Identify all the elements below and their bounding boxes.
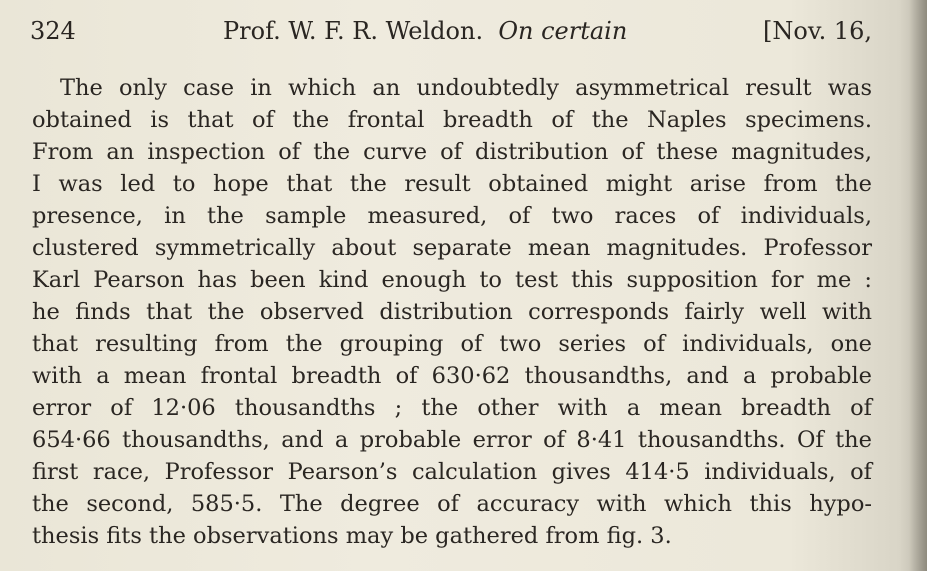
running-author: Prof. W. F. R. Weldon. bbox=[223, 17, 484, 45]
page-number: 324 bbox=[30, 17, 76, 45]
text-line: clustered symmetrically about separate mean magnitudes. Professor bbox=[32, 235, 872, 261]
text-line: thesis fits the observations may be gathered from fig. 3. bbox=[32, 523, 672, 549]
text-line: with a mean frontal breadth of 630·62 thousandths, and a probable bbox=[32, 363, 872, 389]
text-line: The only case in which an undoubtedly asymmetrical result was bbox=[60, 75, 872, 101]
running-title bbox=[223, 14, 627, 48]
body-paragraph bbox=[32, 72, 872, 552]
running-title-fragment: On certain bbox=[498, 17, 628, 45]
text-line: From an inspection of the curve of distribution of these magnitudes, bbox=[32, 139, 872, 165]
text-line: 654·66 thousandths, and a probable error of 8·41 thousandths. Of the bbox=[32, 427, 872, 453]
text-line: that resulting from the grouping of two series of individuals, one bbox=[32, 331, 872, 357]
text-line: the second, 585·5. The degree of accuracy with which this hypo- bbox=[32, 491, 872, 517]
text-line: Karl Pearson has been kind enough to test this supposition for me : bbox=[32, 267, 872, 293]
text-line: first race, Professor Pearson’s calculation gives 414·5 individuals, of bbox=[32, 459, 872, 485]
text-line: presence, in the sample measured, of two races of individuals, bbox=[32, 203, 872, 229]
text-line: I was led to hope that the result obtained might arise from the bbox=[32, 171, 872, 197]
running-header bbox=[30, 14, 872, 48]
page-edge-shadow bbox=[909, 0, 927, 571]
text-line: obtained is that of the frontal breadth of the Naples specimens. bbox=[32, 107, 872, 133]
running-date: [Nov. 16, bbox=[763, 17, 872, 45]
text-line: error of 12·06 thousandths ; the other with a mean breadth of bbox=[32, 395, 872, 421]
text-line: he finds that the observed distribution corresponds fairly well with bbox=[32, 299, 872, 325]
